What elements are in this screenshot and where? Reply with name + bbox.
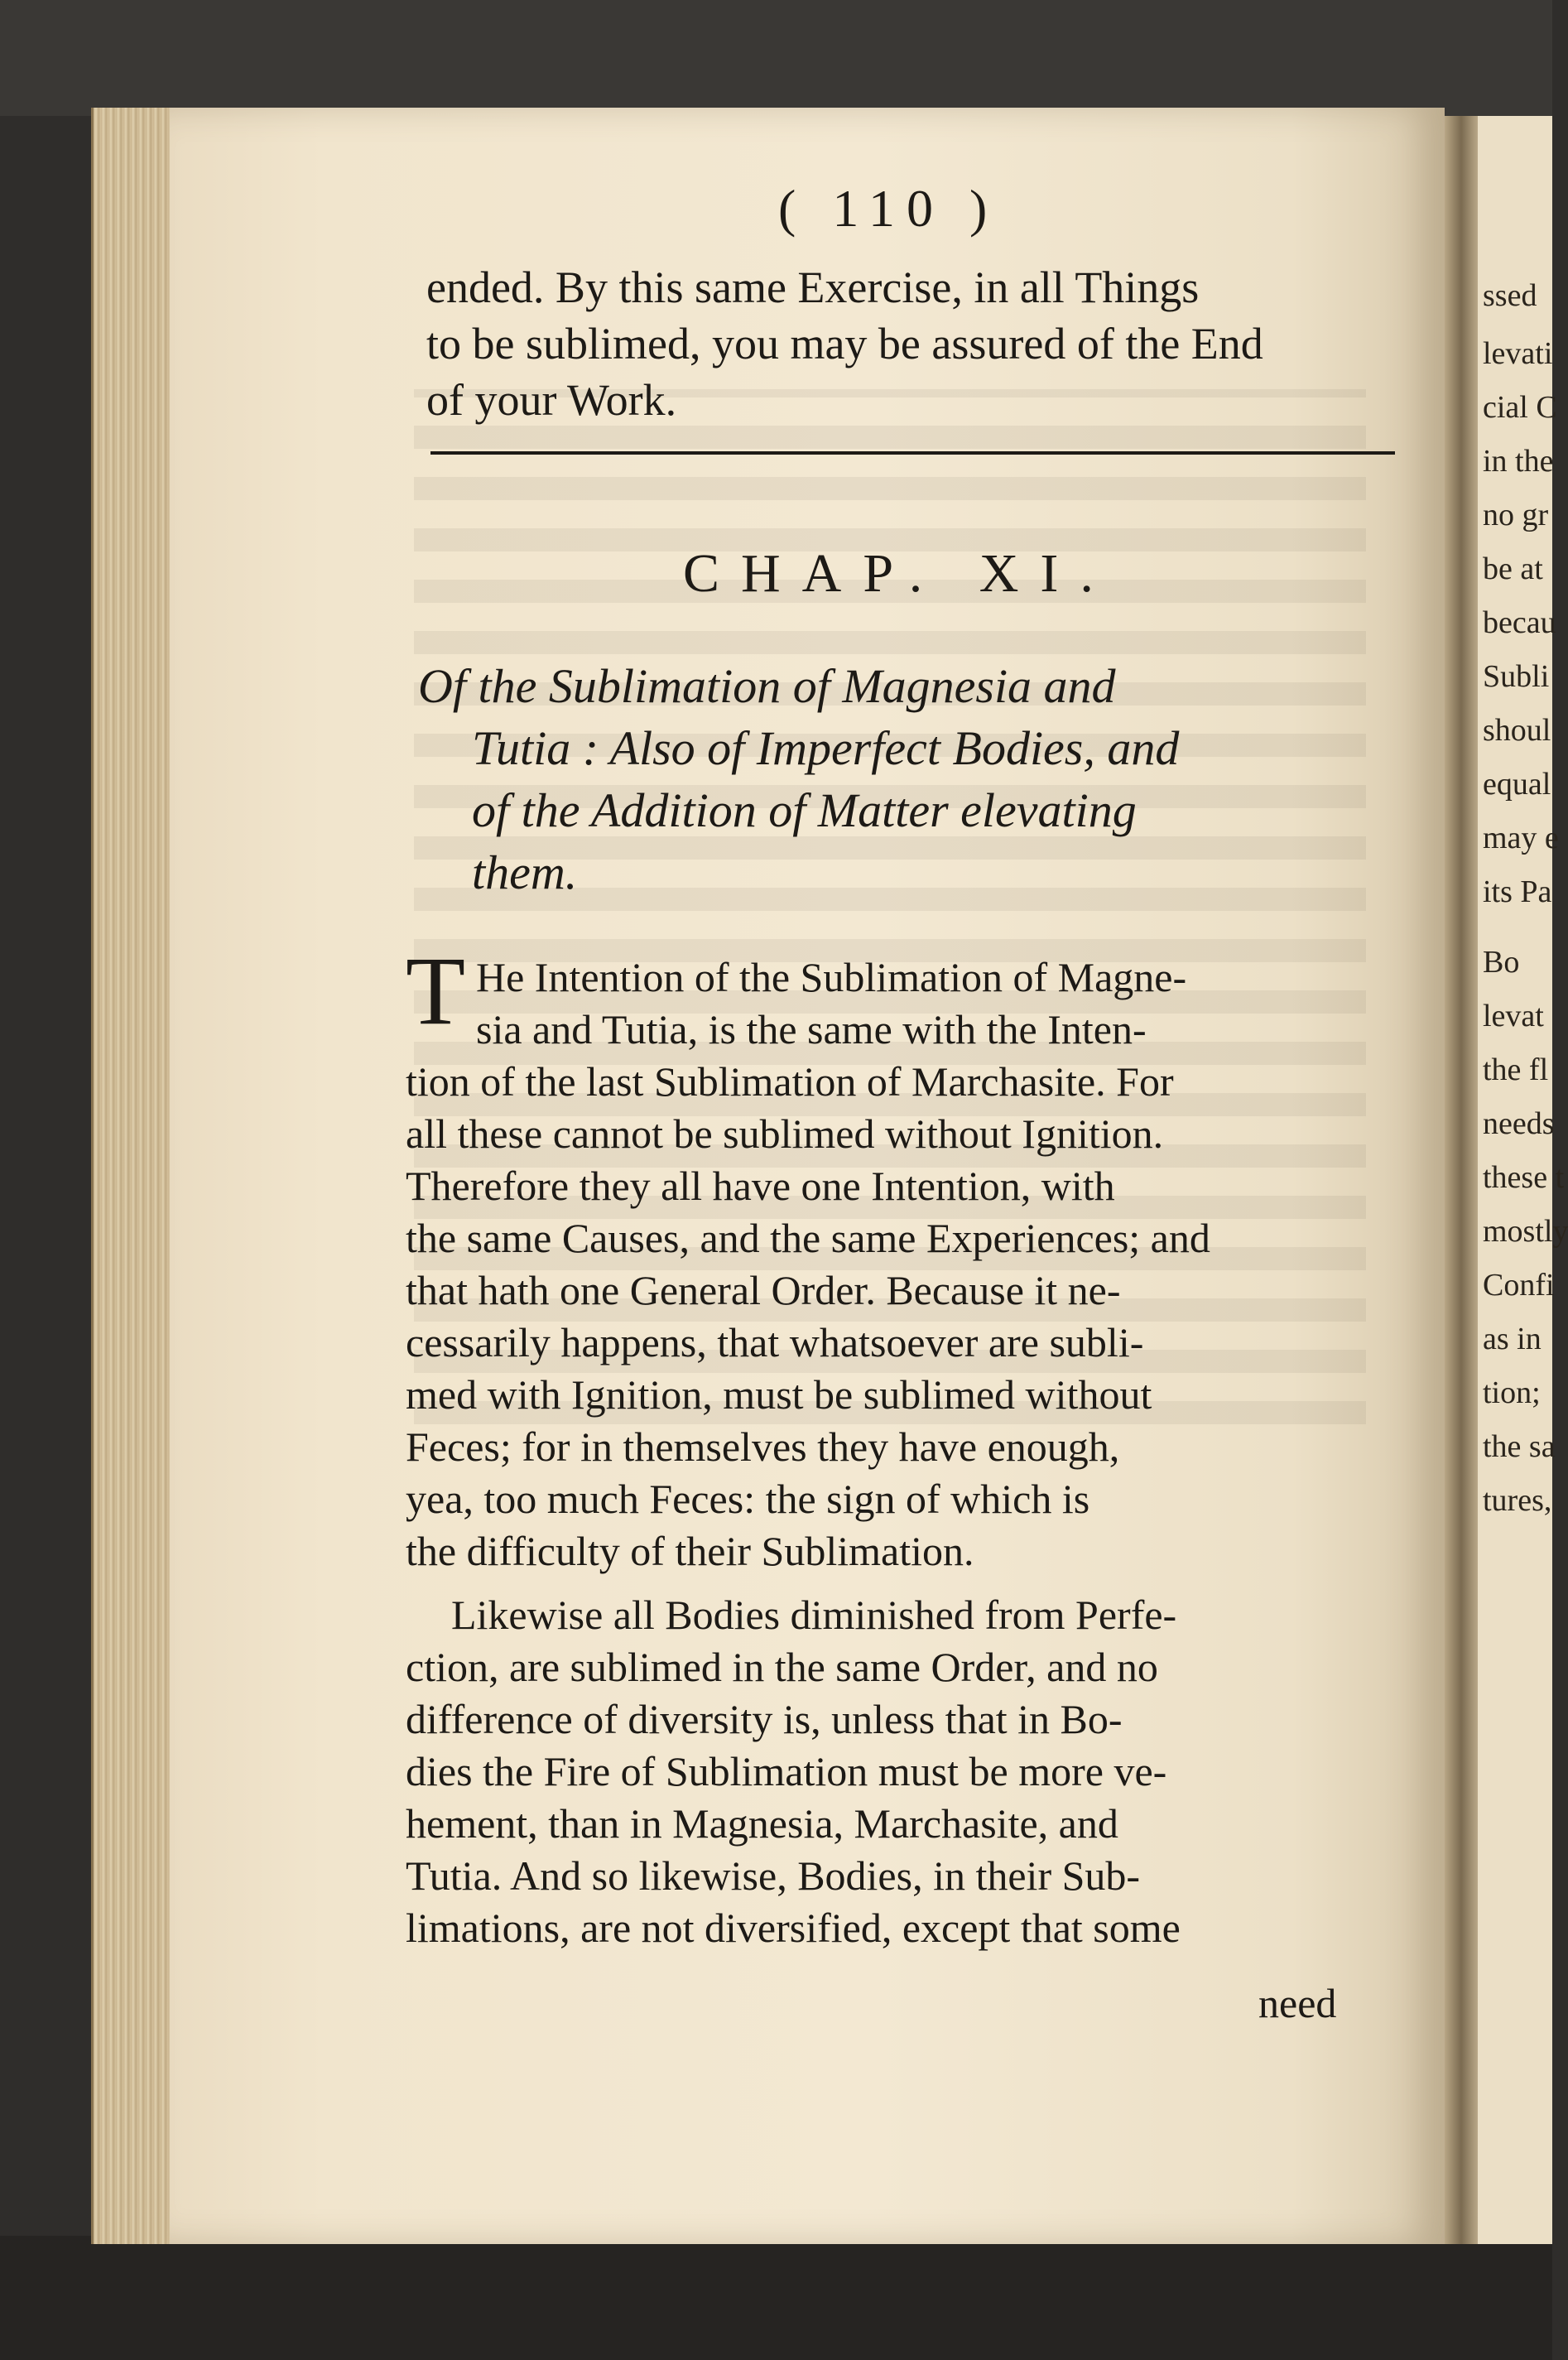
facing-fragment: Confi: [1483, 1268, 1555, 1303]
facing-fragment: levat: [1483, 999, 1544, 1033]
facing-fragment: Bo: [1483, 945, 1520, 980]
paragraph-line: the same Causes, and the same Experiences; and: [406, 1215, 1210, 1261]
facing-fragment: becau: [1483, 605, 1556, 640]
paragraph-line: Feces; for in themselves they have enough,: [406, 1423, 1120, 1470]
text-line: of your Work.: [426, 375, 677, 425]
book-page-edges: [91, 108, 176, 2244]
paragraph-line: the difficulty of their Sublimation.: [406, 1528, 974, 1574]
paragraph-line: Likewise all Bodies diminished from Perfe-: [451, 1592, 1177, 1638]
chapter-title-line: Tutia : Also of Imperfect Bodies, and: [472, 721, 1180, 775]
facing-fragment: shoul: [1483, 713, 1551, 748]
paragraph-line: He Intention of the Sublimation of Magne-: [476, 954, 1187, 1000]
facing-fragment: equal: [1483, 767, 1551, 802]
facing-fragment: levati: [1483, 336, 1553, 371]
facing-fragment: the fl: [1483, 1052, 1549, 1087]
facing-fragment: mostly: [1483, 1214, 1568, 1249]
paragraph-line: tion of the last Sublimation of Marchasite. For: [406, 1058, 1174, 1105]
facing-fragment: the sa: [1483, 1429, 1556, 1464]
facing-fragment: may e: [1483, 821, 1559, 855]
paragraph-line: all these cannot be sublimed without Ignition.: [406, 1110, 1164, 1157]
facing-fragment: tion;: [1483, 1375, 1541, 1410]
chapter-title-line: Of the Sublimation of Magnesia and: [418, 659, 1116, 713]
text-line: ended. By this same Exercise, in all Things: [426, 262, 1200, 312]
paragraph-line: ction, are sublimed in the same Order, and no: [406, 1644, 1158, 1690]
text-line: to be sublimed, you may be assured of the End: [426, 319, 1263, 368]
paragraph-line: cessarily happens, that whatsoever are subli-: [406, 1319, 1144, 1365]
facing-fragment: ssed: [1483, 278, 1537, 313]
facing-fragment: Subli: [1483, 659, 1550, 694]
paragraph-line: limations, are not diversified, except that some: [406, 1905, 1181, 1951]
facing-fragment: in the: [1483, 444, 1554, 479]
paragraph-line: Tutia. And so likewise, Bodies, in their Sub-: [406, 1852, 1141, 1899]
background-top: [0, 0, 1552, 116]
book-gutter: [1445, 116, 1478, 2244]
drop-cap: T: [406, 937, 466, 1045]
facing-fragment: cial C: [1483, 390, 1557, 425]
paragraph-line: Therefore they all have one Intention, with: [406, 1163, 1115, 1209]
paragraph-line: difference of diversity is, unless that in Bo-: [406, 1696, 1123, 1742]
chapter-title-line: them.: [472, 845, 578, 899]
facing-fragment: be at: [1483, 551, 1543, 586]
facing-fragment: tures,: [1483, 1483, 1552, 1518]
paragraph-line: dies the Fire of Sublimation must be more ve-: [406, 1748, 1167, 1794]
facing-fragment: as in: [1483, 1322, 1542, 1356]
facing-page: [1478, 116, 1568, 2244]
page-number: ( 110 ): [778, 179, 999, 238]
paragraph-line: med with Ignition, must be sublimed without: [406, 1371, 1152, 1418]
facing-fragment: no gr: [1483, 498, 1549, 532]
catchword: need: [1258, 1980, 1337, 2026]
paragraph-line: that hath one General Order. Because it ne-: [406, 1267, 1121, 1313]
chapter-title-line: of the Addition of Matter elevating: [472, 783, 1137, 837]
paragraph-line: hement, than in Magnesia, Marchasite, and: [406, 1800, 1118, 1847]
section-divider: [430, 451, 1395, 455]
paragraph-line: yea, too much Feces: the sign of which is: [406, 1476, 1090, 1522]
chapter-heading: CHAP. XI.: [683, 543, 1115, 604]
facing-fragment: these t: [1483, 1160, 1565, 1195]
facing-fragment: needs: [1483, 1106, 1555, 1141]
background-bottom: [0, 2236, 1552, 2360]
facing-fragment: its Pa: [1483, 874, 1552, 909]
paragraph-line: sia and Tutia, is the same with the Inten-: [476, 1006, 1147, 1052]
